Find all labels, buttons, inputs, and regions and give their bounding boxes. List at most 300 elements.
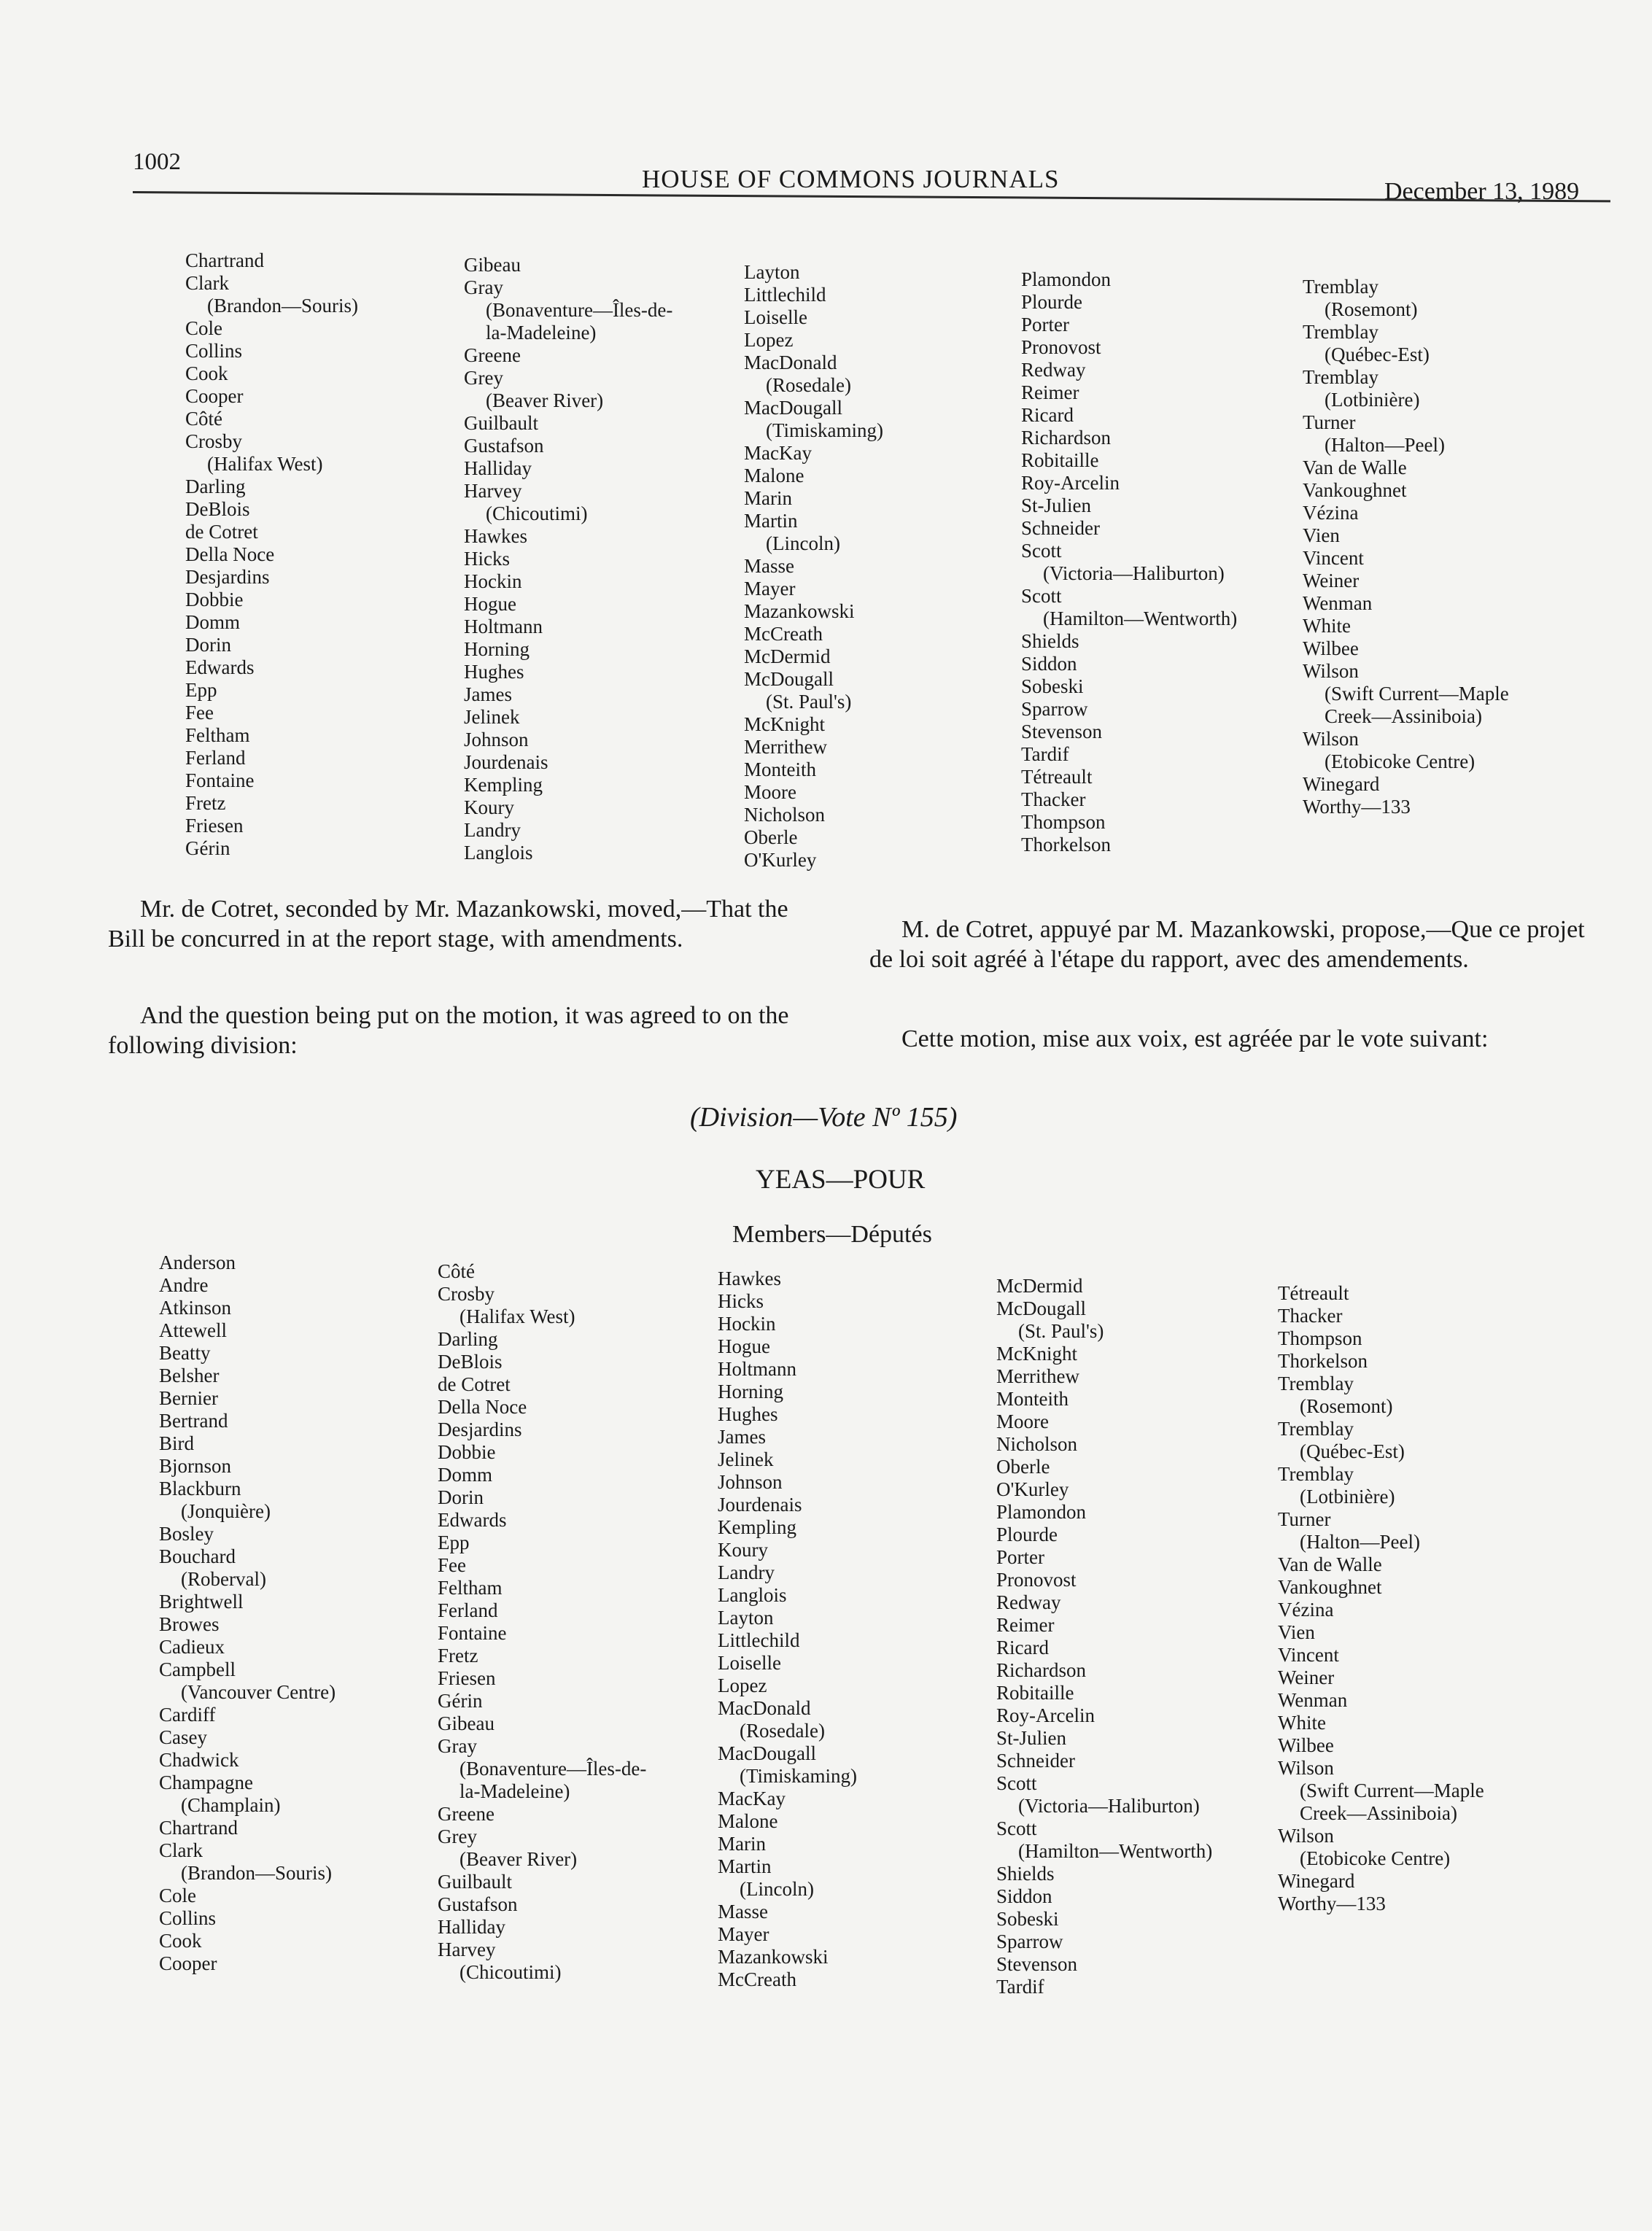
member-name: St-Julien (996, 1727, 1067, 1749)
member-name: MacKay (744, 442, 812, 464)
member-name: Reimer (1021, 381, 1079, 403)
member-name: Belsher (159, 1365, 220, 1386)
member-name: Edwards (185, 656, 255, 678)
member-name: Langlois (718, 1584, 787, 1606)
member-name: Greene (438, 1803, 495, 1825)
member-name: Chartrand (159, 1817, 238, 1839)
member-name: Thompson (1278, 1327, 1362, 1349)
member-name: McKnight (996, 1343, 1077, 1365)
member-name: Darling (185, 476, 246, 497)
member-name: Redway (996, 1591, 1061, 1613)
member-name: Wilson (1278, 1825, 1334, 1847)
member-name: Tremblay (1278, 1463, 1354, 1485)
member-name: Collins (159, 1907, 217, 1929)
member-name: McDermid (744, 645, 831, 667)
member-name: Sobeski (1021, 675, 1084, 697)
member-name: DeBlois (185, 498, 250, 520)
question-english: And the question being put on the motion, it was agreed to on the following division: (108, 1002, 789, 1059)
member-name: (Lotbinière) (1300, 1486, 1395, 1508)
member-name: Tremblay (1278, 1373, 1354, 1394)
member-name: Cole (159, 1885, 196, 1906)
member-name: Desjardins (438, 1419, 522, 1440)
member-name: Wilson (1303, 728, 1359, 750)
member-name: Tremblay (1278, 1418, 1354, 1440)
member-name: MacDougall (744, 397, 842, 419)
member-name: (Beaver River) (459, 1848, 578, 1870)
member-name: Langlois (464, 842, 533, 864)
member-name: Dorin (185, 634, 231, 656)
member-name: MacDonald (718, 1697, 811, 1719)
member-name: (Québec-Est) (1325, 344, 1430, 365)
member-name: Loiselle (744, 306, 807, 328)
member-name: Stevenson (1021, 721, 1102, 742)
member-name: Desjardins (185, 566, 270, 588)
member-name: (Halifax West) (207, 453, 323, 475)
motion-english: Mr. de Cotret, seconded by Mr. Mazankowski, moved,—That the Bill be concurred in at the report stage, with amendments. (108, 896, 788, 952)
member-name: Dobbie (438, 1441, 496, 1463)
member-name: Lopez (744, 329, 794, 351)
member-name: (Halton—Peel) (1300, 1531, 1420, 1553)
member-name: Mazankowski (718, 1946, 829, 1968)
member-name: Robitaille (996, 1682, 1074, 1704)
member-name: Mayer (718, 1923, 769, 1945)
member-name: (St. Paul's) (766, 691, 852, 713)
member-name: Wilson (1278, 1757, 1334, 1779)
member-name: Van de Walle (1278, 1553, 1382, 1575)
member-name: Tremblay (1303, 276, 1379, 298)
member-name: O'Kurley (744, 849, 817, 871)
member-name: Vien (1278, 1621, 1315, 1643)
member-name: Koury (718, 1539, 768, 1561)
member-name: Bouchard (159, 1545, 236, 1567)
member-name: Koury (464, 796, 514, 818)
member-name: Ferland (185, 747, 246, 769)
member-name: Shields (1021, 630, 1079, 652)
member-name: Thacker (1278, 1305, 1343, 1327)
member-name: Merrithew (996, 1365, 1079, 1387)
member-name: Browes (159, 1613, 220, 1635)
question-french: Cette motion, mise aux voix, est agréée par le vote suivant: (901, 1025, 1489, 1052)
member-name: Schneider (996, 1750, 1075, 1772)
member-name: MacDougall (718, 1742, 816, 1764)
member-name: Côté (185, 408, 222, 430)
member-name: (Roberval) (181, 1568, 266, 1590)
member-name: Layton (718, 1607, 774, 1629)
member-name: Tétreault (1278, 1282, 1349, 1304)
member-name: (Timiskaming) (740, 1765, 858, 1787)
member-name: Johnson (464, 729, 529, 750)
member-name: Dorin (438, 1486, 484, 1508)
member-name: Martin (718, 1855, 772, 1877)
member-name: Nicholson (996, 1433, 1077, 1455)
member-name: Fretz (438, 1645, 478, 1667)
member-name: McDermid (996, 1275, 1083, 1297)
member-name: (Rosedale) (766, 374, 851, 396)
member-name: Beatty (159, 1342, 211, 1364)
member-name: Atkinson (159, 1297, 232, 1319)
member-name: Oberle (996, 1456, 1050, 1478)
member-name: Brightwell (159, 1591, 244, 1613)
member-name: Monteith (996, 1388, 1069, 1410)
member-name: Thorkelson (1021, 834, 1111, 855)
member-name: McDougall (996, 1297, 1086, 1319)
member-name: Holtmann (464, 616, 543, 637)
member-name: McKnight (744, 713, 825, 735)
member-name: Creek—Assiniboia) (1300, 1802, 1457, 1824)
member-name: (Chicoutimi) (459, 1961, 562, 1983)
member-name: Tremblay (1303, 321, 1379, 343)
member-name: Richardson (1021, 427, 1111, 449)
journal-title: HOUSE OF COMMONS JOURNALS (642, 165, 1060, 193)
member-name: Wilbee (1278, 1734, 1334, 1756)
member-name: McCreath (718, 1968, 796, 1990)
member-name: Friesen (185, 815, 244, 837)
top-names-column-4 (1021, 268, 1237, 856)
member-name: Hockin (718, 1313, 776, 1335)
member-name: Tétreault (1021, 766, 1093, 788)
member-name: Fee (438, 1554, 466, 1576)
member-name: Cooper (185, 385, 244, 407)
member-name: Grey (464, 367, 503, 389)
yeas-column-1 (159, 1252, 336, 1975)
member-name: Porter (996, 1546, 1044, 1568)
member-name: (Lincoln) (740, 1878, 814, 1900)
member-name: Reimer (996, 1614, 1055, 1636)
member-name: (St. Paul's) (1018, 1320, 1104, 1342)
member-name: McDougall (744, 668, 834, 690)
member-name: White (1303, 615, 1351, 637)
member-name: Worthy—133 (1303, 796, 1411, 818)
member-name: Turner (1303, 411, 1356, 433)
member-name: Feltham (438, 1577, 503, 1599)
member-name: (Bonaventure—Îles-de- (486, 299, 673, 321)
member-name: Wenman (1278, 1689, 1348, 1711)
member-name: Bjornson (159, 1455, 232, 1477)
member-name: Pronovost (1021, 336, 1101, 358)
member-name: Harvey (438, 1939, 496, 1960)
member-name: Martin (744, 510, 798, 532)
member-name: Littlechild (718, 1629, 800, 1651)
member-name: Cooper (159, 1952, 217, 1974)
motion-french: M. de Cotret, appuyé par M. Mazankowski, propose,—Que ce projet de loi soit agréé à l'étape du rapport, avec des amendements. (869, 916, 1585, 973)
member-name: Scott (1021, 585, 1062, 607)
member-name: Masse (744, 555, 794, 577)
member-name: Fee (185, 702, 214, 723)
member-name: Thorkelson (1278, 1350, 1368, 1372)
member-name: Gibeau (464, 254, 521, 276)
member-name: Malone (718, 1810, 778, 1832)
member-name: Casey (159, 1726, 207, 1748)
member-name: Worthy—133 (1278, 1893, 1386, 1914)
member-name: Mazankowski (744, 600, 855, 622)
member-name: Masse (718, 1901, 768, 1922)
member-name: Gérin (438, 1690, 483, 1712)
member-name: Siddon (1021, 653, 1077, 675)
member-name: Hogue (464, 593, 516, 615)
member-name: Holtmann (718, 1358, 796, 1380)
member-name: Edwards (438, 1509, 507, 1531)
member-name: Champagne (159, 1772, 253, 1793)
top-names-column-1 (185, 249, 358, 860)
member-name: Thompson (1021, 811, 1106, 833)
member-name: (Etobicoke Centre) (1325, 750, 1475, 772)
member-name: Guilbault (438, 1871, 512, 1893)
member-name: Kempling (718, 1516, 796, 1538)
member-name: Grey (438, 1825, 477, 1847)
member-name: Epp (185, 679, 217, 701)
member-name: Crosby (185, 430, 243, 452)
member-name: Blackburn (159, 1478, 241, 1499)
member-name: (Brandon—Souris) (207, 295, 358, 317)
member-name: Winegard (1303, 773, 1380, 795)
member-name: Kempling (464, 774, 543, 796)
member-name: Mayer (744, 578, 796, 600)
member-name: Harvey (464, 480, 522, 502)
member-name: (Etobicoke Centre) (1300, 1847, 1451, 1869)
member-name: Scott (996, 1772, 1037, 1794)
member-name: Plourde (1021, 291, 1082, 313)
member-name: Cardiff (159, 1704, 216, 1726)
yeas-column-5 (1278, 1282, 1484, 1915)
member-name: de Cotret (185, 521, 258, 543)
top-names-column-5 (1303, 276, 1509, 818)
member-name: Moore (744, 781, 796, 803)
member-name: Vankoughnet (1303, 479, 1407, 501)
member-name: (Rosemont) (1325, 298, 1418, 320)
member-name: Della Noce (438, 1396, 527, 1418)
member-name: Scott (1021, 540, 1062, 562)
member-name: Hughes (718, 1403, 778, 1425)
member-name: Weiner (1303, 570, 1360, 591)
member-name: Jourdenais (464, 751, 548, 773)
yeas-column-3 (718, 1268, 857, 1991)
member-name: Cole (185, 317, 222, 339)
yeas-column-2 (438, 1260, 646, 1984)
member-name: (Swift Current—Maple (1325, 683, 1509, 705)
member-name: Wilbee (1303, 637, 1359, 659)
member-name: Fontaine (438, 1622, 507, 1644)
member-name: Gérin (185, 837, 230, 859)
member-name: Vincent (1303, 547, 1364, 569)
member-name: Creek—Assiniboia) (1325, 705, 1482, 727)
member-name: Wenman (1303, 592, 1373, 614)
page-number: 1002 (133, 149, 181, 175)
member-name: Vézina (1303, 502, 1359, 524)
member-name: Richardson (996, 1659, 1086, 1681)
member-name: Littlechild (744, 284, 826, 306)
member-name: Gray (464, 276, 503, 298)
member-name: O'Kurley (996, 1478, 1069, 1500)
member-name: Hawkes (718, 1268, 781, 1289)
member-name: Cadieux (159, 1636, 225, 1658)
member-name: (Halifax West) (459, 1305, 575, 1327)
member-name: Weiner (1278, 1667, 1335, 1688)
member-name: Jelinek (718, 1448, 774, 1470)
member-name: Gustafson (464, 435, 544, 457)
member-name: (Jonquière) (181, 1500, 271, 1522)
member-name: Bernier (159, 1387, 218, 1409)
member-name: Clark (159, 1839, 203, 1861)
member-name: Domm (185, 611, 241, 633)
member-name: Andre (159, 1274, 209, 1296)
member-name: Vankoughnet (1278, 1576, 1382, 1598)
member-name: Fretz (185, 792, 226, 814)
member-name: Hockin (464, 570, 522, 592)
member-name: Landry (718, 1561, 775, 1583)
member-name: Gibeau (438, 1712, 495, 1734)
yeas-heading: YEAS—POUR (756, 1165, 926, 1195)
member-name: Ricard (1021, 404, 1074, 426)
member-name: Halliday (464, 457, 532, 479)
member-name: Moore (996, 1411, 1049, 1432)
member-name: Plamondon (1021, 268, 1112, 290)
member-name: Sparrow (996, 1931, 1063, 1952)
member-name: (Rosedale) (740, 1720, 825, 1742)
member-name: Collins (185, 340, 243, 362)
member-name: Stevenson (996, 1953, 1077, 1975)
member-name: Siddon (996, 1885, 1052, 1907)
member-name: Van de Walle (1303, 457, 1407, 478)
member-name: Roy-Arcelin (1021, 472, 1120, 494)
member-name: Bird (159, 1432, 195, 1454)
member-name: (Lincoln) (766, 532, 840, 554)
member-name: (Québec-Est) (1300, 1440, 1405, 1462)
member-name: (Chicoutimi) (486, 503, 588, 524)
member-name: Lopez (718, 1675, 767, 1696)
member-name: James (718, 1426, 766, 1448)
member-name: Thacker (1021, 788, 1086, 810)
member-name: McCreath (744, 623, 823, 645)
member-name: (Bonaventure—Îles-de- (459, 1758, 647, 1780)
member-name: Turner (1278, 1508, 1331, 1530)
member-name: Attewell (159, 1319, 227, 1341)
member-name: Schneider (1021, 517, 1100, 539)
member-name: Marin (744, 487, 792, 509)
member-name: Plamondon (996, 1501, 1087, 1523)
member-name: Hughes (464, 661, 524, 683)
division-title: (Division—Vote Nº 155) (690, 1102, 958, 1133)
member-name: Oberle (744, 826, 798, 848)
member-name: Pronovost (996, 1569, 1077, 1591)
member-name: Halliday (438, 1916, 505, 1938)
member-name: Greene (464, 344, 521, 366)
member-name: Horning (718, 1381, 783, 1402)
member-name: la-Madeleine) (486, 322, 597, 344)
member-name: MacDonald (744, 352, 837, 373)
member-name: White (1278, 1712, 1326, 1734)
member-name: de Cotret (438, 1373, 511, 1395)
member-name: (Hamilton—Wentworth) (1018, 1840, 1213, 1862)
member-name: (Swift Current—Maple (1300, 1780, 1484, 1801)
member-name: (Champlain) (181, 1794, 281, 1816)
member-name: Bertrand (159, 1410, 228, 1432)
member-name: Jelinek (464, 706, 520, 728)
member-name: Layton (744, 261, 800, 283)
member-name: Shields (996, 1863, 1055, 1885)
member-name: Sparrow (1021, 698, 1088, 720)
member-name: Monteith (744, 758, 816, 780)
member-name: Anderson (159, 1252, 236, 1273)
member-name: (Timiskaming) (766, 419, 884, 441)
member-name: (Brandon—Souris) (181, 1862, 332, 1884)
member-name: Johnson (718, 1471, 783, 1493)
member-name: Epp (438, 1532, 470, 1553)
member-name: Hicks (718, 1290, 764, 1312)
member-name: Tardif (1021, 743, 1069, 765)
member-name: Loiselle (718, 1652, 781, 1674)
member-name: Darling (438, 1328, 498, 1350)
member-name: (Beaver River) (486, 389, 604, 411)
member-name: Plourde (996, 1524, 1058, 1545)
member-name: Gustafson (438, 1893, 518, 1915)
member-name: Guilbault (464, 412, 538, 434)
member-name: Winegard (1278, 1870, 1355, 1892)
member-name: Vien (1303, 524, 1340, 546)
member-name: DeBlois (438, 1351, 503, 1373)
member-name: Jourdenais (718, 1494, 802, 1516)
member-name: (Victoria—Haliburton) (1043, 562, 1225, 584)
member-name: Campbell (159, 1658, 236, 1680)
member-name: Cook (185, 362, 228, 384)
member-name: Hicks (464, 548, 510, 570)
journal-date: December 13, 1989 (1384, 178, 1580, 205)
member-name: (Hamilton—Wentworth) (1043, 608, 1238, 629)
member-name: Porter (1021, 314, 1069, 335)
member-name: Tremblay (1303, 366, 1379, 388)
member-name: (Rosemont) (1300, 1395, 1393, 1417)
member-name: Sobeski (996, 1908, 1059, 1930)
member-name: Friesen (438, 1667, 496, 1689)
member-name: (Victoria—Haliburton) (1018, 1795, 1200, 1817)
member-name: St-Julien (1021, 494, 1092, 516)
member-name: Hogue (718, 1335, 770, 1357)
member-name: Tardif (996, 1976, 1044, 1998)
member-name: Crosby (438, 1283, 495, 1305)
member-name: Cook (159, 1930, 202, 1952)
member-name: Hawkes (464, 525, 527, 547)
member-name: Roy-Arcelin (996, 1704, 1095, 1726)
member-name: Côté (438, 1260, 475, 1282)
members-heading: Members—Députés (732, 1221, 932, 1248)
member-name: Ferland (438, 1599, 498, 1621)
member-name: (Lotbinière) (1325, 389, 1420, 411)
member-name: Chadwick (159, 1749, 239, 1771)
member-name: (Halton—Peel) (1325, 434, 1445, 456)
member-name: Horning (464, 638, 530, 660)
member-name: Marin (718, 1833, 766, 1855)
member-name: James (464, 683, 512, 705)
member-name: Landry (464, 819, 521, 841)
member-name: Fontaine (185, 769, 255, 791)
yeas-column-4 (996, 1275, 1212, 1998)
member-name: Feltham (185, 724, 250, 746)
member-name: Della Noce (185, 543, 275, 565)
member-name: Clark (185, 272, 229, 294)
member-name: MacKay (718, 1788, 786, 1809)
member-name: Malone (744, 465, 804, 486)
member-name: Merrithew (744, 736, 827, 758)
member-name: Ricard (996, 1637, 1049, 1658)
member-name: Domm (438, 1464, 493, 1486)
member-name: Scott (996, 1817, 1037, 1839)
member-name: Chartrand (185, 249, 264, 271)
member-name: Redway (1021, 359, 1086, 381)
member-name: Gray (438, 1735, 477, 1757)
top-names-column-2 (464, 254, 672, 864)
member-name: Wilson (1303, 660, 1359, 682)
member-name: Dobbie (185, 589, 244, 610)
member-name: (Vancouver Centre) (181, 1681, 336, 1703)
